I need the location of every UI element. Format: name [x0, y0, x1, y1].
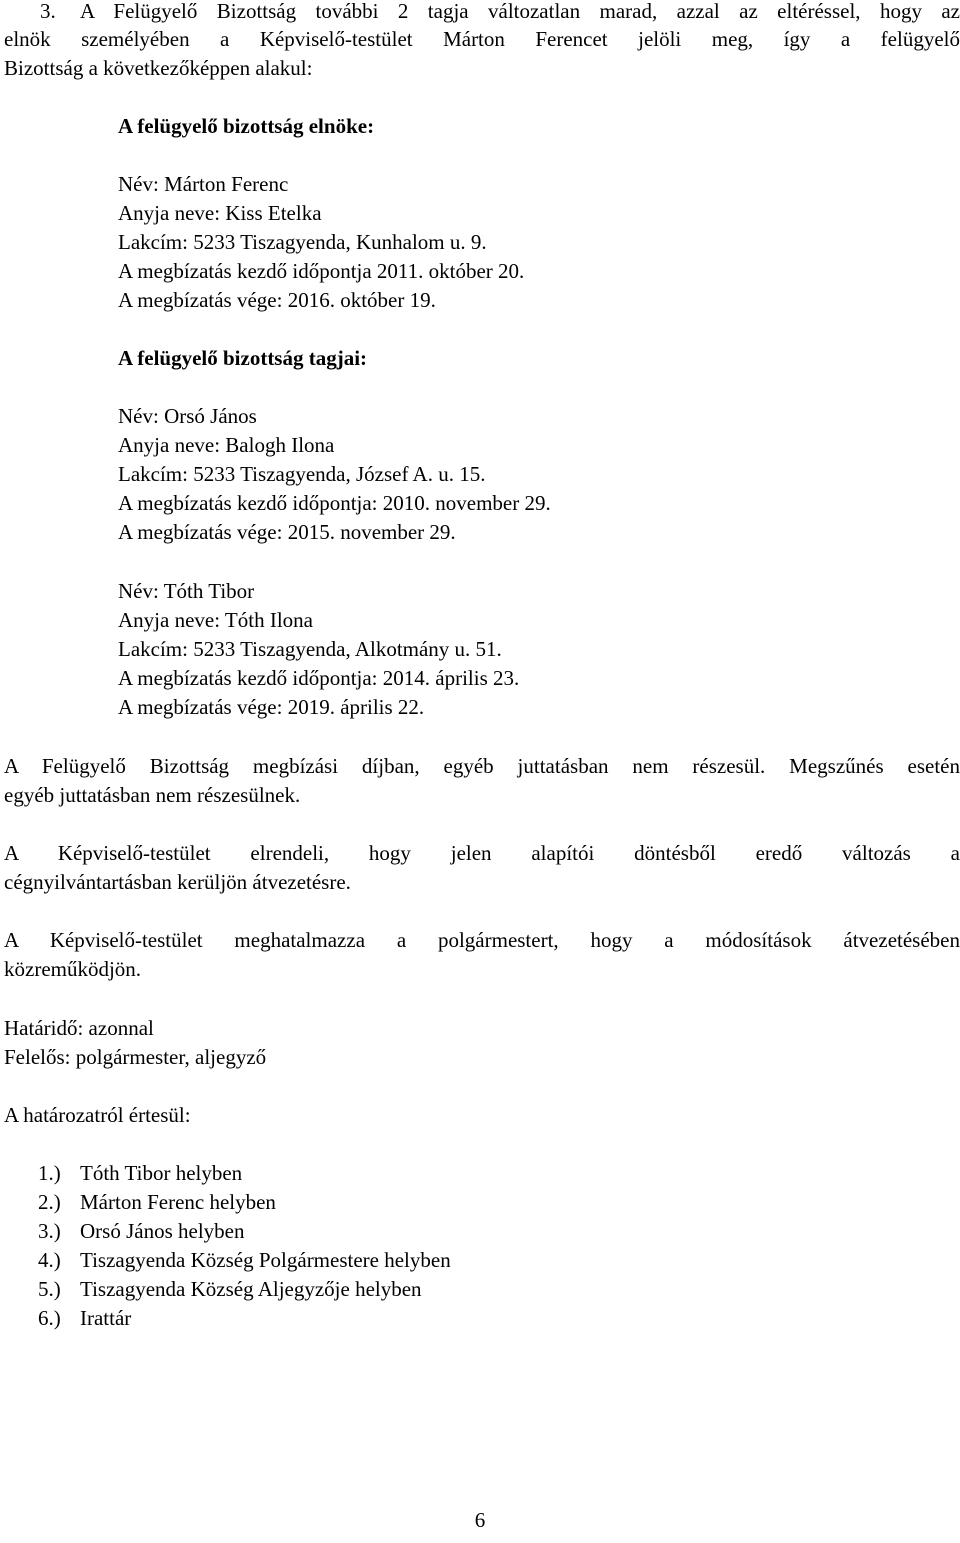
mandate-paragraph-line-2: közreműködjön.: [4, 957, 142, 981]
notify-item-number: 3.): [38, 1219, 61, 1243]
member-1-mother: Anyja neve: Balogh Ilona: [118, 433, 335, 457]
fee-paragraph-line-2: egyéb juttatásban nem részesülnek.: [4, 783, 301, 807]
member-1-address: Lakcím: 5233 Tiszagyenda, József A. u. 15.: [118, 462, 486, 486]
fee-paragraph-line-1: A Felügyelő Bizottság megbízási díjban, egyéb juttatásban nem részesül. Megszűnés esetén: [4, 754, 960, 778]
notify-item-number: 5.): [38, 1277, 61, 1301]
notify-item-number: 2.): [38, 1190, 61, 1214]
notify-item-text: Tiszagyenda Község Polgármestere helyben: [80, 1248, 451, 1272]
notify-item-number: 6.): [38, 1306, 61, 1330]
members-heading: A felügyelő bizottság tagjai:: [118, 346, 368, 370]
intro-number: 3.: [40, 0, 56, 23]
member-2-end: A megbízatás vége: 2019. április 22.: [118, 695, 425, 719]
notify-item-text: Orsó János helyben: [80, 1219, 245, 1243]
member-1-end: A megbízatás vége: 2015. november 29.: [118, 520, 456, 544]
member-2-start: A megbízatás kezdő időpontja: 2014. április 23.: [118, 666, 520, 690]
notify-list-item: [38, 1246, 451, 1274]
registry-paragraph-line-1: A Képviselő-testület elrendeli, hogy jelen alapítói döntésből eredő változás a: [4, 841, 960, 865]
member-2-address: Lakcím: 5233 Tiszagyenda, Alkotmány u. 51.: [118, 637, 502, 661]
member-2-name: Név: Tóth Tibor: [118, 579, 255, 603]
notify-item-number: 1.): [38, 1161, 61, 1185]
responsible: Felelős: polgármester, aljegyző: [4, 1045, 267, 1069]
chair-end: A megbízatás vége: 2016. október 19.: [118, 288, 436, 312]
notify-list-item: [38, 1304, 131, 1332]
registry-paragraph-line-2: cégnyilvántartásban kerüljön átvezetésre.: [4, 870, 351, 894]
member-1-name: Név: Orsó János: [118, 404, 257, 428]
chair-address: Lakcím: 5233 Tiszagyenda, Kunhalom u. 9.: [118, 230, 487, 254]
notify-list-item: [38, 1217, 244, 1245]
member-1-start: A megbízatás kezdő időpontja: 2010. november 29.: [118, 491, 551, 515]
notify-item-number: 4.): [38, 1248, 61, 1272]
intro-text-2: elnök személyében a Képviselő-testület Márton Ferencet jelöli meg, így a felügyelő: [4, 27, 960, 51]
page-number: 6: [474, 1508, 486, 1532]
notify-item-text: Tóth Tibor helyben: [80, 1161, 243, 1185]
member-2-mother: Anyja neve: Tóth Ilona: [118, 608, 313, 632]
chair-name: Név: Márton Ferenc: [118, 172, 289, 196]
notify-list-item: [38, 1188, 276, 1216]
notify-item-text: Irattár: [80, 1306, 132, 1330]
deadline: Határidő: azonnal: [4, 1016, 154, 1040]
intro-line-1: [40, 0, 77, 25]
intro-text-1: A Felügyelő Bizottság további 2 tagja változatlan marad, azzal az eltéréssel, hogy az: [80, 0, 960, 23]
mandate-paragraph-line-1: A Képviselő-testület meghatalmazza a polgármestert, hogy a módosítások átvezetésében: [4, 928, 960, 952]
chair-start: A megbízatás kezdő időpontja 2011. október 20.: [118, 259, 525, 283]
notify-list-item: [38, 1159, 242, 1187]
chair-mother: Anyja neve: Kiss Etelka: [118, 201, 322, 225]
notify-list-item: [38, 1275, 422, 1303]
chair-heading: A felügyelő bizottság elnöke:: [118, 114, 375, 138]
notify-item-text: Márton Ferenc helyben: [80, 1190, 276, 1214]
notify-item-text: Tiszagyenda Község Aljegyzője helyben: [80, 1277, 422, 1301]
notify-heading: A határozatról értesül:: [4, 1103, 191, 1127]
intro-text-3: Bizottság a következőképpen alakul:: [4, 56, 313, 80]
